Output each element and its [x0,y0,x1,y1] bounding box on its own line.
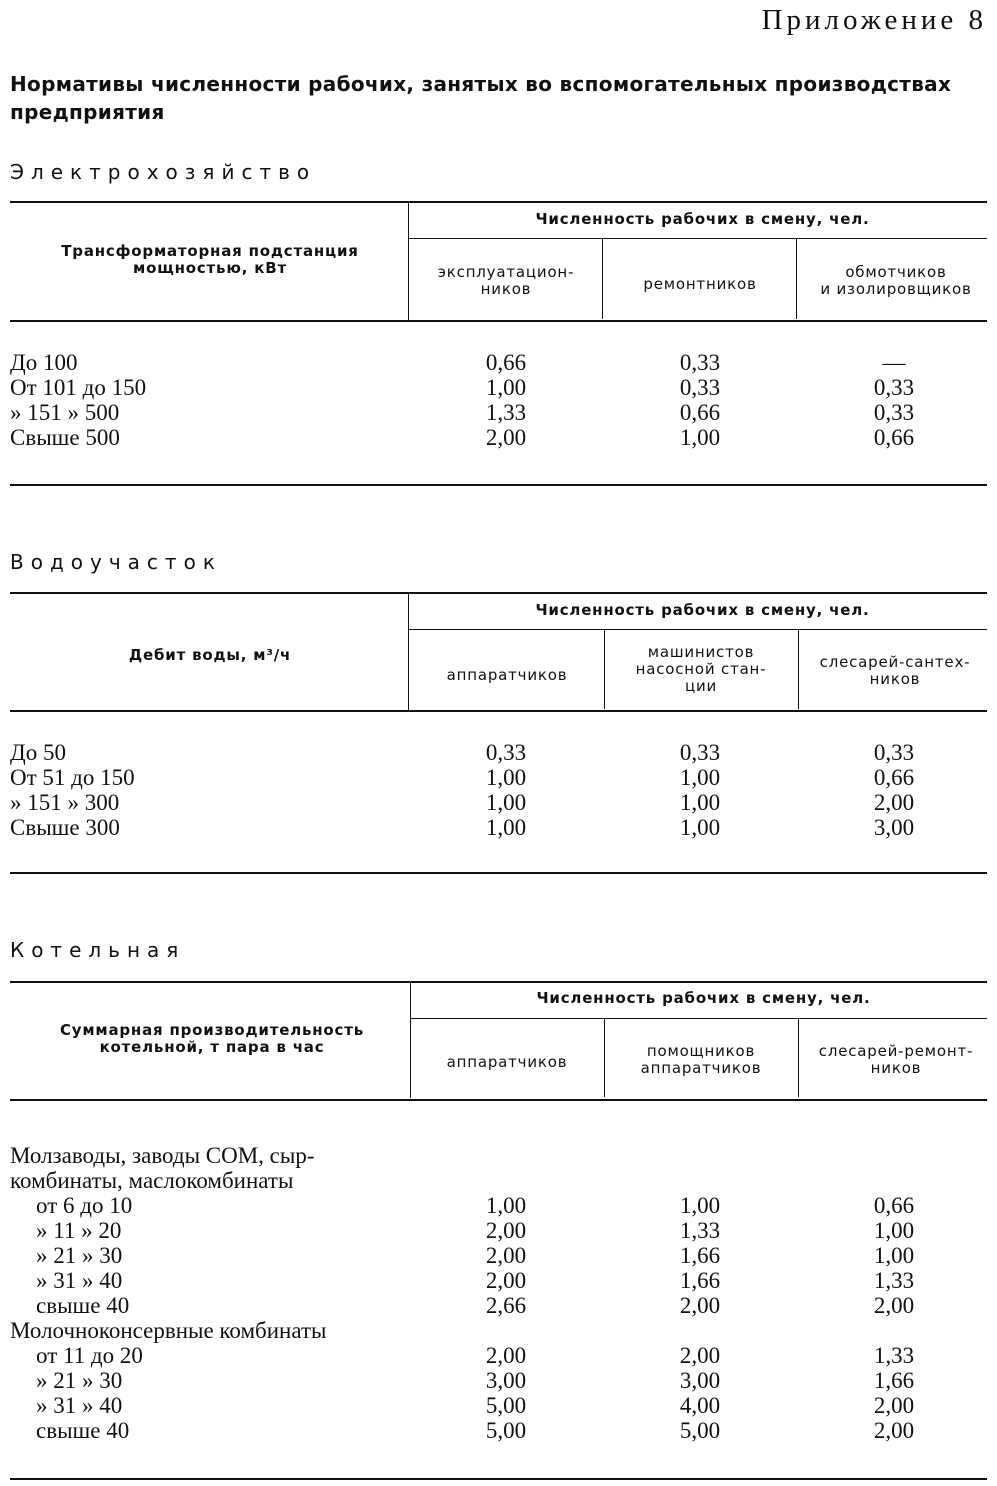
header-col-1: аппаратчиков [446,1053,568,1071]
section-heading-water: Водоучасток [10,550,222,574]
header-left: Суммарная производительность котельной, т пара в час [59,1021,365,1056]
header-col-1: эксплуатацион- ников [437,263,575,298]
header-group: Численность рабочих в смену, чел. [536,989,871,1007]
header-col-2: помощников аппаратчиков [640,1042,762,1077]
header-col-2: машинистов насосной стан- ции [635,643,767,695]
header-group: Численность рабочих в смену, чел. [535,601,870,619]
header-col-2: ремонтников [643,275,757,293]
section-heading-electrical: Электрохозяйство [10,160,317,184]
header-group: Численность рабочих в смену, чел. [535,210,870,228]
section-heading-boiler: Котельная [10,938,186,962]
header-left: Дебит воды, м³/ч [128,646,292,664]
document-title: Нормативы численности рабочих, занятых во вспомогательных производствах предприятия [10,72,952,124]
header-left: Трансформаторная подстанция мощностью, кВт [61,242,359,277]
header-col-1: аппаратчиков [446,666,568,684]
header-col-3: обмотчиков и изолировщиков [820,263,972,298]
header-col-3: слесарей-ремонт- ников [818,1042,974,1077]
appendix-label: Приложение 8 [761,4,987,36]
header-col-3: слесарей-сантех- ников [819,653,971,688]
